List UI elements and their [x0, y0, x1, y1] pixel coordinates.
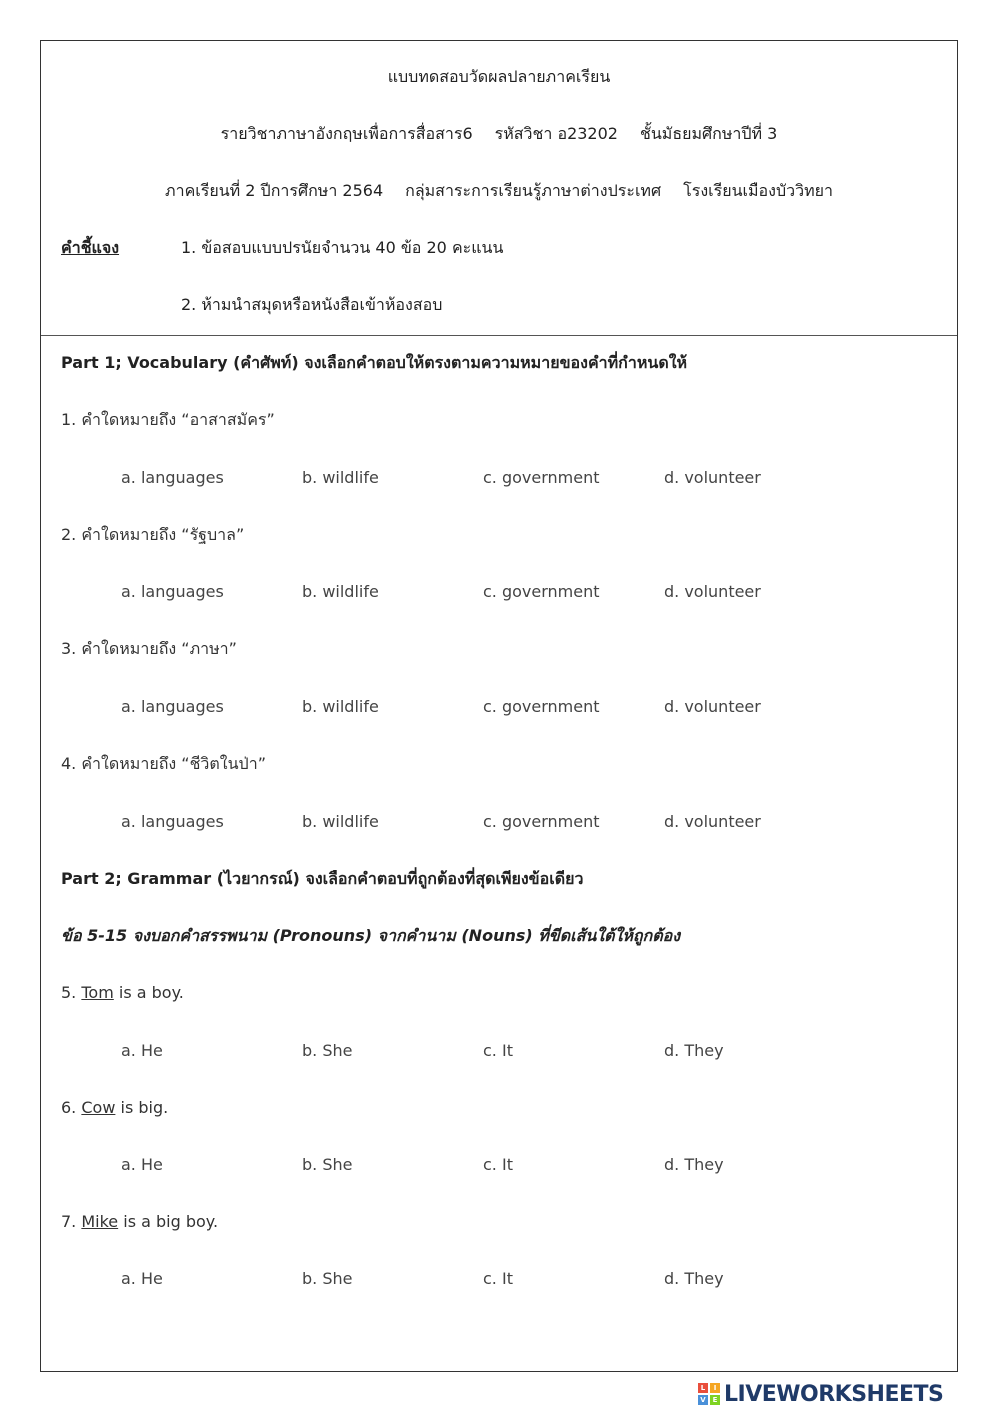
q6-option-c[interactable]: c. It — [483, 1155, 513, 1174]
question-5-rest: is a boy. — [118, 983, 184, 1002]
question-1: 1. คำใดหมายถึง “อาสาสมัคร” — [61, 410, 275, 429]
question-7 — [61, 1212, 218, 1232]
grade-level: ชั้นมัธยมศึกษาปีที่ 3 — [639, 124, 778, 143]
question-4: 4. คำใดหมายถึง “ชีวิตในป่า” — [61, 754, 266, 773]
liveworksheets-brand[interactable] — [698, 1381, 943, 1407]
q5-option-d[interactable]: d. They — [664, 1041, 724, 1060]
question-2: 2. คำใดหมายถึง “รัฐบาล” — [61, 525, 245, 544]
question-6-rest: is big. — [120, 1098, 169, 1117]
department: กลุ่มสาระการเรียนรู้ภาษาต่างประเทศ — [405, 181, 662, 200]
q3-option-c[interactable]: c. government — [483, 697, 600, 716]
question-6-noun: Cow — [81, 1098, 116, 1117]
q1-option-c[interactable]: c. government — [483, 468, 600, 487]
instruction-1: 1. ข้อสอบแบบปรนัยจำนวน 40 ข้อ 20 คะแนน — [181, 238, 504, 257]
q4-option-b[interactable]: b. wildlife — [302, 812, 379, 831]
subject-line — [41, 124, 957, 144]
q1-option-b[interactable]: b. wildlife — [302, 468, 379, 487]
question-6 — [61, 1098, 168, 1118]
q4-option-d[interactable]: d. volunteer — [664, 812, 761, 831]
q7-option-b[interactable]: b. She — [302, 1269, 353, 1288]
subject-code: รหัสวิชา อ23202 — [494, 124, 618, 143]
q1-option-a[interactable]: a. languages — [121, 468, 224, 487]
q7-option-d[interactable]: d. They — [664, 1269, 724, 1288]
q3-option-d[interactable]: d. volunteer — [664, 697, 761, 716]
term-year: ภาคเรียนที่ 2 ปีการศึกษา 2564 — [165, 181, 384, 200]
q4-option-a[interactable]: a. languages — [121, 812, 224, 831]
q6-option-b[interactable]: b. She — [302, 1155, 353, 1174]
school-name: โรงเรียนเมืองบัววิทยา — [683, 181, 833, 200]
header-divider — [41, 335, 957, 336]
logo-letter-i: I — [710, 1383, 720, 1393]
part2-subtitle: ข้อ 5-15 จงบอกคำสรรพนาม (Pronouns) จากคำนาม (Nouns) ที่ขีดเส้นใต้ให้ถูกต้อง — [61, 926, 681, 945]
q2-option-b[interactable]: b. wildlife — [302, 582, 379, 601]
liveworksheets-wordmark: LIVEWORKSHEETS — [724, 1381, 944, 1407]
q2-option-d[interactable]: d. volunteer — [664, 582, 761, 601]
instructions-label: คำชี้แจง — [61, 238, 120, 257]
question-6-number: 6. — [61, 1098, 77, 1117]
q7-option-c[interactable]: c. It — [483, 1269, 513, 1288]
term-line — [41, 181, 957, 201]
question-5-noun: Tom — [81, 983, 114, 1002]
instruction-2: 2. ห้ามนำสมุดหรือหนังสือเข้าห้องสอบ — [181, 295, 443, 314]
question-7-rest: is a big boy. — [123, 1212, 219, 1231]
logo-letter-l: L — [698, 1383, 708, 1393]
q3-option-b[interactable]: b. wildlife — [302, 697, 379, 716]
q4-option-c[interactable]: c. government — [483, 812, 600, 831]
q2-option-a[interactable]: a. languages — [121, 582, 224, 601]
q5-option-b[interactable]: b. She — [302, 1041, 353, 1060]
logo-letter-e: E — [710, 1395, 720, 1405]
part1-title: Part 1; Vocabulary (คำศัพท์) จงเลือกคำตอบให้ตรงตามความหมายของคำที่กำหนดให้ — [61, 353, 688, 372]
q5-option-c[interactable]: c. It — [483, 1041, 513, 1060]
question-7-number: 7. — [61, 1212, 77, 1231]
exam-title: แบบทดสอบวัดผลปลายภาคเรียน — [387, 67, 611, 86]
q6-option-d[interactable]: d. They — [664, 1155, 724, 1174]
subject-name: รายวิชาภาษาอังกฤษเพื่อการสื่อสาร6 — [220, 124, 473, 143]
liveworksheets-logo-icon — [698, 1383, 720, 1405]
q1-option-d[interactable]: d. volunteer — [664, 468, 761, 487]
question-3: 3. คำใดหมายถึง “ภาษา” — [61, 639, 237, 658]
q2-option-c[interactable]: c. government — [483, 582, 600, 601]
logo-letter-v: V — [698, 1395, 708, 1405]
q5-option-a[interactable]: a. He — [121, 1041, 163, 1060]
q3-option-a[interactable]: a. languages — [121, 697, 224, 716]
q7-option-a[interactable]: a. He — [121, 1269, 163, 1288]
question-7-noun: Mike — [81, 1212, 119, 1231]
worksheet-page — [40, 40, 958, 1372]
part2-title: Part 2; Grammar (ไวยากรณ์) จงเลือกคำตอบที่ถูกต้องที่สุดเพียงข้อเดียว — [61, 869, 584, 888]
question-5 — [61, 983, 184, 1003]
question-5-number: 5. — [61, 983, 77, 1002]
q6-option-a[interactable]: a. He — [121, 1155, 163, 1174]
